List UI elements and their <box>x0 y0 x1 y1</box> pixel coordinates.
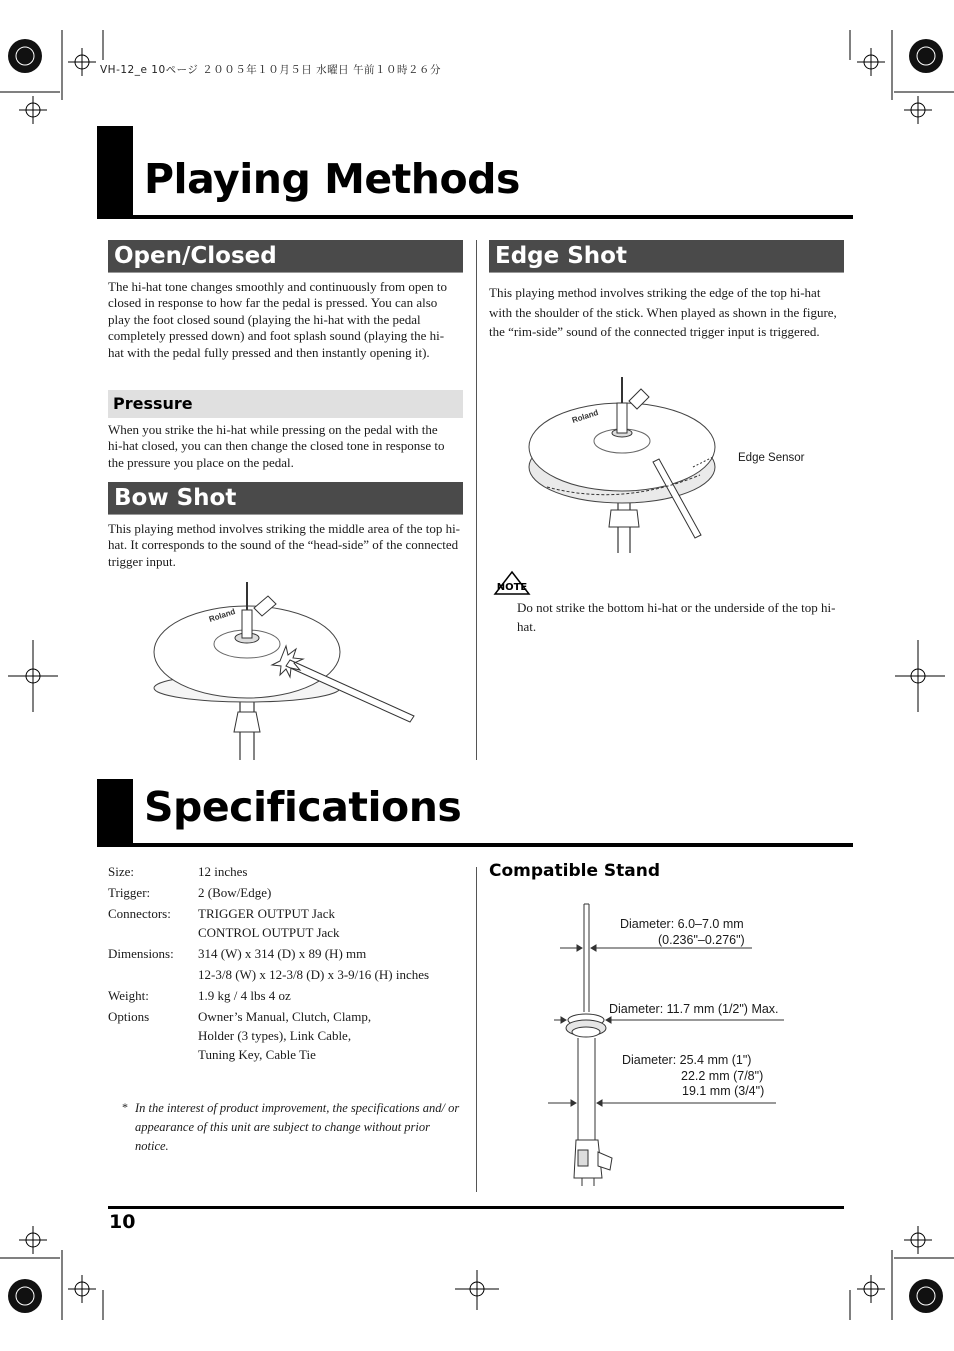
heading-open-closed: Open/Closed <box>108 240 463 273</box>
spec-label: Dimensions: <box>108 946 174 961</box>
column-divider-bottom <box>476 867 477 1192</box>
tube-diameter-line2: 22.2 mm (7/8") <box>681 1069 764 1083</box>
edge-shot-text: This playing method involves striking the edge of the top hi-hat with the shoulder of the stick. When played as shown in the figure, the “rim-side” sound of the connected trigger input is triggered. <box>489 285 837 339</box>
playing-methods-title-bar <box>97 126 133 218</box>
spec-value: Tuning Key, Cable Tie <box>198 1047 316 1062</box>
spec-value: 1.9 kg / 4 lbs 4 oz <box>198 988 291 1003</box>
heading-compatible-stand: Compatible Stand <box>489 861 661 881</box>
page-title-playing-methods: Playing Methods <box>144 155 520 203</box>
edge-shot-illustration <box>525 375 725 555</box>
rod-diameter-line1: Diameter: 6.0–7.0 mm <box>620 917 744 931</box>
open-closed-text: The hi-hat tone changes smoothly and continuously from open to closed in response to how far the pedal is pressed. You can also play the foot closed sound (playing the hi-hat with the pedal completely pressed down) and foot splash sound (playing the hi-hat with the pedal fully pressed and then instantly opening it). <box>108 279 448 360</box>
spec-value: Holder (3 types), Link Cable, <box>198 1028 352 1043</box>
spec-value: Owner’s Manual, Clutch, Clamp, <box>198 1009 372 1024</box>
spec-value: 12-3/8 (W) x 12-3/8 (D) x 3-9/16 (H) inches <box>198 967 430 982</box>
note-icon-label: NOTE <box>496 582 528 593</box>
note-icon <box>493 570 531 596</box>
footnote-mark: * <box>122 1100 128 1114</box>
bow-shot-illustration <box>150 580 420 760</box>
heading-pressure: Pressure <box>108 390 463 418</box>
cymbal-logo: Roland <box>207 606 237 624</box>
edge-cymbal-logo: Roland <box>570 407 600 425</box>
clutch-diameter-label: Diameter: 11.7 mm (1/2") Max. <box>609 1002 779 1016</box>
spec-value: CONTROL OUTPUT Jack <box>198 925 340 940</box>
edge-sensor-label: Edge Sensor <box>738 452 805 464</box>
page-number: 10 <box>109 1211 136 1233</box>
note-text: Do not strike the bottom hi-hat or the underside of the top hi-hat. <box>517 600 836 634</box>
spec-value: 12 inches <box>198 864 248 879</box>
tube-diameter-line3: 19.1 mm (3/4") <box>682 1084 765 1098</box>
tube-diameter-line1: Diameter: 25.4 mm (1") <box>622 1053 752 1067</box>
spec-label: Weight: <box>108 988 149 1003</box>
spec-value: TRIGGER OUTPUT Jack <box>198 906 335 921</box>
spec-label: Size: <box>108 864 134 879</box>
column-divider-top <box>476 240 477 760</box>
rod-diameter-line2: (0.236"–0.276") <box>658 933 745 947</box>
print-header: VH-12_e 10ページ ２００５年１０月５日 水曜日 午前１０時２６分 <box>100 64 441 76</box>
heading-edge-shot: Edge Shot <box>489 240 844 273</box>
spec-footnote: In the interest of product improvement, the specifications and/ or appearance of this unit are subject to change without prior notice. <box>135 1101 460 1153</box>
specifications-title-bar <box>97 779 133 847</box>
pressure-text: When you strike the hi-hat while pressing on the pedal with the hi-hat closed, you can then change the closed tone in response to the pressure you place on the pedal. <box>108 422 445 470</box>
page-title-specifications: Specifications <box>144 783 462 831</box>
playing-methods-title-rule <box>97 215 853 219</box>
footer-rule <box>108 1206 844 1209</box>
spec-value: 2 (Bow/Edge) <box>198 885 272 900</box>
bow-shot-text: This playing method involves striking the middle area of the top hi-hat. It corresponds to the sound of the “head-side” of the connected trigger input. <box>108 521 461 569</box>
spec-label: Trigger: <box>108 885 151 900</box>
spec-label: Connectors: <box>108 906 171 921</box>
spec-label: Options <box>108 1009 150 1024</box>
heading-bow-shot: Bow Shot <box>108 482 463 515</box>
spec-value: 314 (W) x 314 (D) x 89 (H) mm <box>198 946 367 961</box>
specifications-title-rule <box>97 843 853 847</box>
